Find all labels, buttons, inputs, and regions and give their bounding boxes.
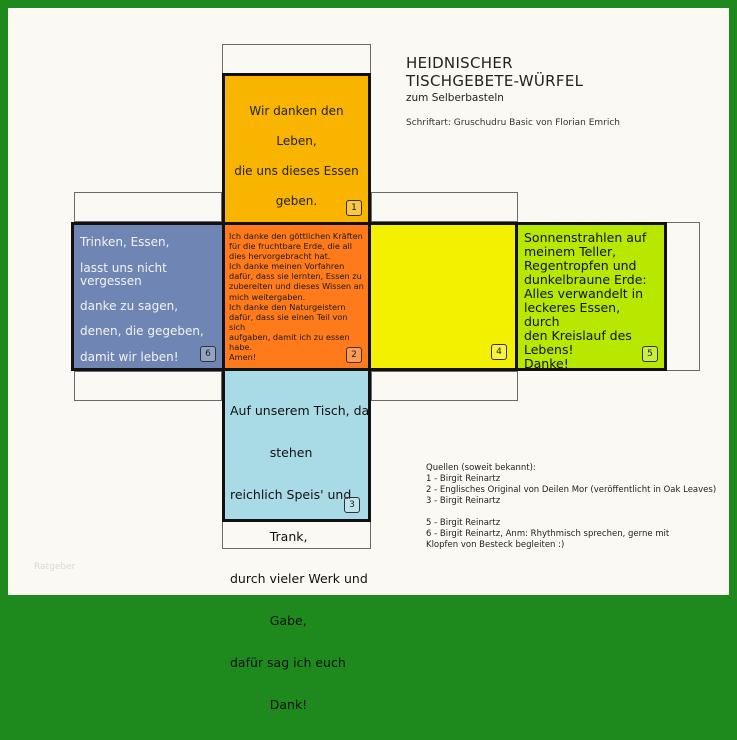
text-line: Alles verwandelt in xyxy=(524,286,644,301)
header xyxy=(406,54,706,128)
cube-face-5 xyxy=(515,222,667,371)
face-1-text xyxy=(231,96,362,216)
source-item: Klopfen von Besteck begleiten :) xyxy=(426,540,565,550)
page-title-line-2: TISCHGEBETE-WÜRFEL xyxy=(406,72,584,90)
source-item: 5 - Birgit Reinartz xyxy=(426,518,501,528)
text-line: für die fruchtbare Erde, die all xyxy=(229,241,353,252)
text-line: Auf unserem Tisch, da xyxy=(230,403,370,418)
source-item xyxy=(426,507,726,518)
face-number-3: 3 xyxy=(344,497,360,513)
text-line: dunkelbraune Erde: xyxy=(524,272,647,287)
text-line: zubereiten und dieses Wissen an xyxy=(229,281,364,292)
text-line: dafür sag ich euch xyxy=(230,655,346,670)
text-line: geben. xyxy=(275,194,318,208)
text-line: lasst uns nicht xyxy=(80,260,167,275)
cube-face-3 xyxy=(222,368,371,712)
face-number-5: 5 xyxy=(642,346,658,362)
text-line: durch vieler Werk und xyxy=(230,571,368,586)
face-number-4: 4 xyxy=(491,344,507,360)
cube-face-6 xyxy=(71,222,225,371)
text-line: meinem Teller, xyxy=(524,244,617,259)
text-line: Ich danke meinen Vorfahren xyxy=(229,261,345,272)
text-line: aufgaben, damit ich zu essen xyxy=(229,331,350,342)
text-line: Regentropfen und xyxy=(524,258,637,273)
face-6-text xyxy=(80,232,216,368)
glue-tab-far-right xyxy=(664,222,700,371)
text-line: Dank! xyxy=(230,697,308,712)
face-3-text xyxy=(230,376,370,740)
text-line: damit wir leben! xyxy=(80,349,179,364)
glue-tab-right-top xyxy=(371,192,518,222)
cube-face-2 xyxy=(222,222,371,371)
glue-tab-left-bottom xyxy=(74,371,222,401)
text-line: Wir danken den Leben, xyxy=(249,104,344,148)
text-line: mich weitergaben. xyxy=(229,291,306,302)
glue-tab-top xyxy=(222,44,371,76)
text-line: leckeres Essen, durch xyxy=(524,300,621,329)
sources-list xyxy=(426,463,726,551)
sources-heading: Quellen (soweit bekannt): xyxy=(426,463,536,473)
text-line: Lebens! xyxy=(524,342,574,357)
text-line: Gabe, xyxy=(230,613,307,628)
text-line: dafür, dass sie einen Teil von sich xyxy=(229,311,348,332)
text-line: stehen xyxy=(230,445,313,460)
text-line: reichlich Speis' und xyxy=(230,487,352,502)
font-credit: Schriftart: Gruschudru Basic von Florian Emrich xyxy=(406,118,621,128)
cube-face-4 xyxy=(368,222,518,371)
text-line: den Kreislauf des xyxy=(524,328,632,343)
worksheet xyxy=(8,8,729,712)
page-subtitle: zum Selberbasteln xyxy=(406,92,504,104)
source-item: 3 - Birgit Reinartz xyxy=(426,496,501,506)
cube-face-1 xyxy=(222,73,371,225)
text-line: Amen! xyxy=(229,352,257,363)
text-line: Ich danke den göttlichen Kräften xyxy=(229,231,363,241)
text-line: danke zu sagen, xyxy=(80,298,179,313)
text-line: vergessen xyxy=(80,273,142,288)
face-number-1: 1 xyxy=(346,200,362,216)
text-line: Trinken, Essen, xyxy=(80,235,170,249)
glue-tab-right-bottom xyxy=(371,371,518,401)
face-5-text xyxy=(524,231,658,371)
text-line: dies hervorgebracht hat. xyxy=(229,251,331,262)
watermark-text: Ratgeber xyxy=(34,562,76,572)
text-line: Danke! xyxy=(524,356,569,371)
source-item: 6 - Birgit Reinartz, Anm: Rhythmisch sprechen, gerne mit xyxy=(426,529,670,539)
source-item: 2 - Englisches Original von Deilen Mor (veröffentlicht in Oak Leaves) xyxy=(426,485,717,495)
text-line: Ich danke den Naturgeistern xyxy=(229,301,346,312)
face-2-text xyxy=(229,231,364,362)
text-line: Trank, xyxy=(230,529,308,544)
face-number-6: 6 xyxy=(200,346,216,362)
source-item: 1 - Birgit Reinartz xyxy=(426,474,501,484)
text-line: die uns dieses Essen xyxy=(234,164,359,178)
text-line: denen, die gegeben, xyxy=(80,324,204,338)
text-line: Sonnenstrahlen auf xyxy=(524,230,647,245)
text-line: habe. xyxy=(229,342,253,353)
glue-tab-left-top xyxy=(74,192,222,222)
page-title-line-1: HEIDNISCHER xyxy=(406,54,513,72)
face-number-2: 2 xyxy=(346,347,362,363)
text-line: dafür, dass sie lernten, Essen zu xyxy=(229,271,362,282)
